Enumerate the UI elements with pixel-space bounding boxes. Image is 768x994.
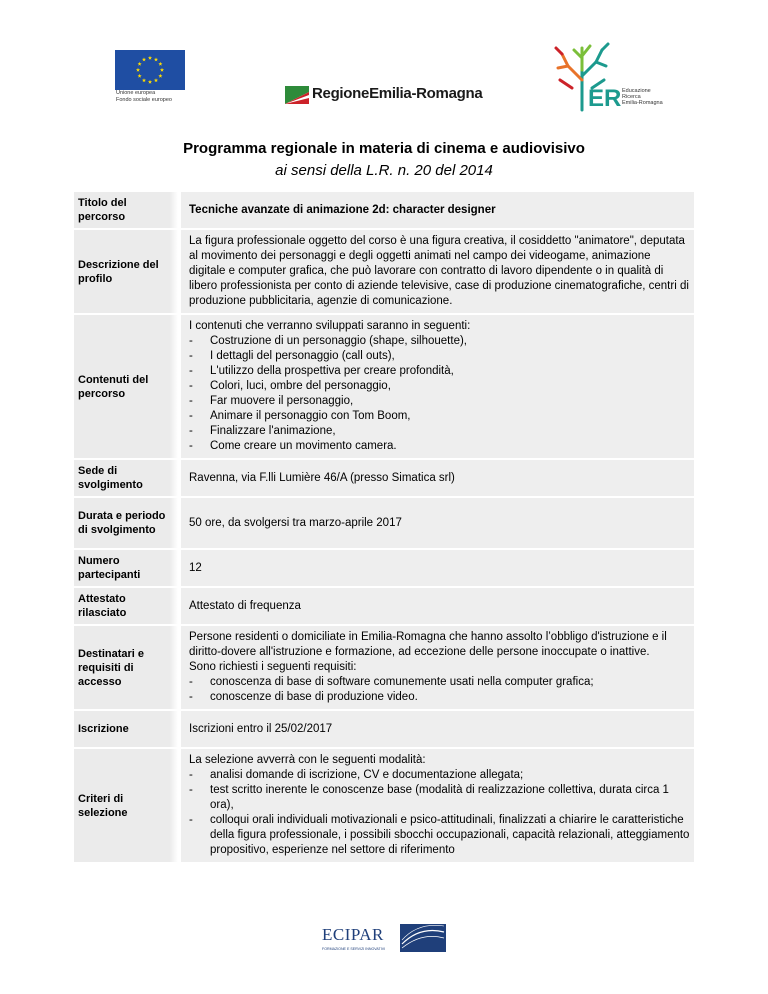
- list-item: - I dettagli del personaggio (call outs),: [189, 350, 395, 362]
- row-label: Sede di svolgimento: [74, 460, 178, 496]
- table-row: [74, 588, 694, 624]
- svg-text:Ricerca: Ricerca: [622, 94, 641, 100]
- table-row: [74, 711, 694, 747]
- row-value: [178, 749, 694, 862]
- row-value: [178, 315, 694, 458]
- svg-text:FORMAZIONE E SERVIZI INNOVATIV: FORMAZIONE E SERVIZI INNOVATIVI: [322, 947, 386, 951]
- list-item: - Costruzione di un personaggio (shape, silhouette),: [189, 335, 467, 347]
- row-label: Iscrizione: [74, 711, 178, 747]
- table-row: [74, 498, 694, 548]
- table-row: [74, 749, 694, 862]
- list-item: - conoscenza di base di software comunemente usati nella computer grafica;: [189, 676, 594, 688]
- row-value: Iscrizioni entro il 25/02/2017: [178, 711, 694, 747]
- row-label: Descrizione del profilo: [74, 230, 178, 313]
- list-item: - Come creare un movimento camera.: [189, 440, 397, 452]
- list-item: - Animare il personaggio con Tom Boom,: [189, 410, 411, 422]
- course-info-table: [74, 190, 694, 864]
- document-title: Programma regionale in materia di cinema e audiovisivo: [183, 140, 585, 157]
- row-value: Ravenna, via F.lli Lumière 46/A (presso Simatica srl): [178, 460, 694, 496]
- row-label: Destinatari e requisiti di accesso: [74, 626, 178, 709]
- table-row: [74, 192, 694, 228]
- svg-text:ECIPAR: ECIPAR: [322, 925, 384, 944]
- ecipar-logo: [322, 918, 450, 958]
- row-value: 12: [178, 550, 694, 586]
- row-label: Contenuti del percorso: [74, 315, 178, 458]
- list-item: - L'utilizzo della prospettiva per creare profondità,: [189, 365, 454, 377]
- row-label: Criteri di selezione: [74, 749, 178, 862]
- table-row: [74, 315, 694, 458]
- list-item: - Finalizzare l'animazione,: [189, 425, 336, 437]
- er-educazione-ricerca-logo: [550, 40, 670, 112]
- table-row: [74, 550, 694, 586]
- row-value: 50 ore, da svolgersi tra marzo-aprile 2017: [178, 498, 694, 548]
- row-intro: Persone residenti o domiciliate in Emilia-Romagna che hanno assolto l’obbligo d'istruzione e il diritto-dovere all'istruzione e formazione, ad eccezione delle persone inoccupate o inattive.: [189, 631, 667, 658]
- table-row: [74, 460, 694, 496]
- svg-text:Educazione: Educazione: [622, 88, 651, 94]
- table-row: [74, 626, 694, 709]
- row-value: La figura professionale oggetto del corso è una figura creativa, il cosiddetto "animatore", deputata al movimento dei personaggi e degli oggetti animati nel campo dei videogame, animazione digitale e computer grafica, che può lavorare con contratto di lavoro dipendente o in qualità di libero professionista per conto di aziende televisive, case di produzione cinematografiche, centri di produzione pubblicitaria, agenzie di comunicazione.: [178, 230, 694, 313]
- row-value: Tecniche avanzate di animazione 2d: character designer: [178, 192, 694, 228]
- list-item: - test scritto inerente le conoscenze base (modalità di realizzazione collettiva, durata circa 1 ora),: [189, 784, 669, 811]
- svg-text:ER: ER: [588, 85, 622, 112]
- row-intro: I contenuti che verranno sviluppati saranno in seguenti:: [189, 320, 471, 332]
- row-label: Attestato rilasciato: [74, 588, 178, 624]
- row-label: Numero partecipanti: [74, 550, 178, 586]
- row-value: [178, 626, 694, 709]
- row-value: Attestato di frequenza: [178, 588, 694, 624]
- list-item: - conoscenze di base di produzione video.: [189, 691, 418, 703]
- list-item: - analisi domande di iscrizione, CV e documentazione allegata;: [189, 769, 524, 781]
- eu-caption: Unione europea Fondo sociale europeo: [116, 90, 172, 103]
- list-item: - Colori, luci, ombre del personaggio,: [189, 380, 391, 392]
- row-intro-2: Sono richiesti i seguenti requisiti:: [189, 661, 357, 673]
- row-intro: La selezione avverrà con le seguenti modalità:: [189, 754, 426, 766]
- list-item: - colloqui orali individuali motivazionali e psico-attitudinali, finalizzati a chiarire le caratteristiche della figura professionale, i possibili sbocchi occupazionali, capacità relazionali, atteggiamento propositivo, esperienze nel settore di riferimento: [189, 814, 690, 856]
- row-label: Titolo del percorso: [74, 192, 178, 228]
- svg-text:Emilia-Romagna: Emilia-Romagna: [622, 100, 663, 106]
- document-subtitle: ai sensi della L.R. n. 20 del 2014: [275, 162, 493, 179]
- regione-emilia-romagna-logo: RegioneEmilia-Romagna: [285, 84, 465, 106]
- row-label: Durata e periodo di svolgimento: [74, 498, 178, 548]
- list-item: - Far muovere il personaggio,: [189, 395, 354, 407]
- table-row: [74, 230, 694, 313]
